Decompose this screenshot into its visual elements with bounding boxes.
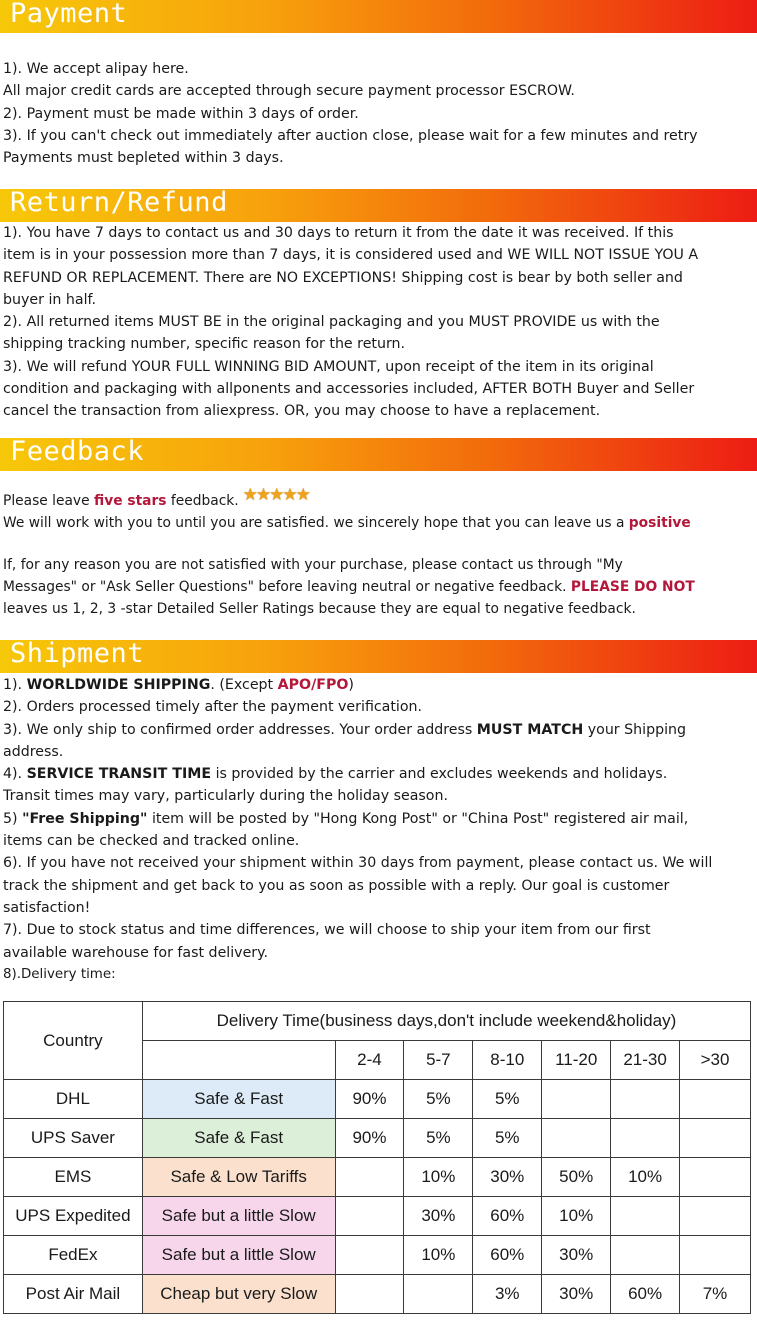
feedback-text: Messages" or "Ask Seller Questions" before leaving neutral or negative feedback. [3, 578, 571, 595]
carrier-cell: FedEx [4, 1236, 143, 1275]
percent-cell [335, 1236, 404, 1275]
shipment-line: track the shipment and get back to you as soon as possible with a reply. Our goal is customer [3, 877, 670, 894]
percent-cell: 7% [680, 1275, 751, 1314]
carrier-cell: UPS Expedited [4, 1197, 143, 1236]
shipment-text: 5) [3, 810, 23, 827]
percent-cell [611, 1197, 680, 1236]
payment-line: All major credit cards are accepted through secure payment processor ESCROW. [3, 83, 575, 100]
percent-cell: 30% [542, 1236, 611, 1275]
carrier-desc-cell: Safe & Low Tariffs [142, 1158, 335, 1197]
carrier-desc-cell: Safe & Fast [142, 1119, 335, 1158]
payment-line: 1). We accept alipay here. [3, 61, 189, 77]
percent-cell: 60% [473, 1197, 542, 1236]
feedback-line: leaves us 1, 2, 3 -star Detailed Seller Ratings because they are equal to negative feedback. [3, 601, 636, 618]
shipment-line: 2). Orders processed timely after the payment verification. [3, 699, 423, 716]
percent-cell: 30% [404, 1197, 473, 1236]
percent-cell: 5% [404, 1119, 473, 1158]
table-header-row [4, 1002, 751, 1041]
shipment-line: items can be checked and tracked online. [3, 833, 300, 850]
return-line: 3). We will refund YOUR FULL WINNING BID AMOUNT, upon receipt of the item in its original [3, 358, 654, 375]
carrier-cell: DHL [4, 1080, 143, 1119]
range-cell: 5-7 [404, 1041, 473, 1080]
return-line: 2). All returned items MUST BE in the original packaging and you MUST PROVIDE us with the [3, 314, 660, 331]
shipment-line [3, 719, 755, 741]
percent-cell: 5% [473, 1080, 542, 1119]
feedback-text: Please leave [3, 493, 94, 509]
please-do-not-text: PLEASE DO NOT [570, 578, 695, 595]
percent-cell: 10% [542, 1197, 611, 1236]
percent-cell [404, 1275, 473, 1314]
worldwide-shipping-text: WORLDWIDE SHIPPING [26, 677, 211, 693]
shipment-line: 6). If you have not received your shipment within 30 days from payment, please contact us. We will [3, 855, 713, 872]
range-cell: >30 [680, 1041, 751, 1080]
carrier-desc-cell: Safe but a little Slow [142, 1236, 335, 1275]
return-title: Return/Refund [10, 187, 228, 218]
table-row [4, 1275, 751, 1314]
apo-fpo-text: APO/FPO [277, 677, 349, 693]
feedback-line: If, for any reason you are not satisfied with your purchase, please contact us through "My [3, 556, 623, 573]
percent-cell [680, 1197, 751, 1236]
carrier-desc-cell: Safe & Fast [142, 1080, 335, 1119]
table-row [4, 1080, 751, 1119]
percent-cell: 50% [542, 1158, 611, 1197]
carrier-desc-cell: Cheap but very Slow [142, 1275, 335, 1314]
percent-cell [335, 1197, 404, 1236]
carrier-cell: UPS Saver [4, 1119, 143, 1158]
shipment-line: 7). Due to stock status and time differences, we will choose to ship your item from our first [3, 922, 651, 939]
feedback-line [3, 576, 755, 598]
percent-cell: 5% [473, 1119, 542, 1158]
star-rating-icon: ★★★★★ [242, 485, 309, 505]
feedback-header [0, 438, 757, 471]
percent-cell [611, 1080, 680, 1119]
percent-cell: 30% [473, 1158, 542, 1197]
feedback-text: We will work with you to until you are satisfied. we sincerely hope that you can leave us a [3, 515, 629, 532]
percent-cell: 90% [335, 1080, 404, 1119]
percent-cell: 10% [404, 1158, 473, 1197]
return-line: 1). You have 7 days to contact us and 30 days to return it from the date it was received. If this [3, 225, 674, 241]
table-row [4, 1158, 751, 1197]
table-row [4, 1197, 751, 1236]
range-cell: 11-20 [542, 1041, 611, 1080]
return-header [0, 189, 757, 222]
return-line: cancel the transaction from aliexpress. OR, you may choose to have a replacement. [3, 403, 601, 420]
shipment-line [3, 808, 755, 830]
shipment-title: Shipment [10, 638, 145, 669]
table-row [4, 1119, 751, 1158]
carrier-cell: EMS [4, 1158, 143, 1197]
delivery-time-table [3, 1001, 751, 1314]
shipment-line: Transit times may vary, particularly during the holiday season. [3, 788, 448, 805]
shipment-text: 3). We only ship to confirmed order addresses. Your order address [3, 721, 477, 738]
payment-title: Payment [10, 0, 128, 29]
carrier-desc-cell: Safe but a little Slow [142, 1197, 335, 1236]
shipment-text: ) [348, 677, 354, 693]
payment-section [3, 58, 755, 169]
shipment-text: your Shipping [583, 721, 687, 738]
must-match-text: MUST MATCH [476, 721, 584, 738]
return-line: shipping tracking number, specific reason for the return. [3, 336, 406, 353]
shipment-line: satisfaction! [3, 899, 91, 916]
payment-line: Payments must bepleted within 3 days. [3, 150, 284, 167]
payment-line: 2). Payment must be made within 3 days of order. [3, 105, 359, 122]
shipment-line: 8).Delivery time: [3, 966, 116, 982]
percent-cell [611, 1119, 680, 1158]
table-row [4, 1236, 751, 1275]
percent-cell: 10% [611, 1158, 680, 1197]
range-cell: 21-30 [611, 1041, 680, 1080]
payment-header [0, 0, 757, 33]
return-line: buyer in half. [3, 291, 97, 308]
shipment-line: available warehouse for fast delivery. [3, 944, 269, 961]
percent-cell: 5% [404, 1080, 473, 1119]
range-cell: 2-4 [335, 1041, 404, 1080]
shipment-text: item will be posted by "Hong Kong Post" or "China Post" registered air mail, [147, 810, 689, 827]
shipment-text: 4). [3, 766, 27, 783]
delivery-time-header: Delivery Time(business days,don't include weekend&holiday) [142, 1002, 750, 1041]
service-transit-time-text: SERVICE TRANSIT TIME [26, 766, 212, 783]
percent-cell: 60% [611, 1275, 680, 1314]
percent-cell: 60% [473, 1236, 542, 1275]
shipment-section [3, 674, 755, 986]
carrier-cell: Post Air Mail [4, 1275, 143, 1314]
shipment-line [3, 763, 755, 785]
percent-cell [335, 1158, 404, 1197]
percent-cell [680, 1119, 751, 1158]
percent-cell [542, 1119, 611, 1158]
feedback-section [3, 485, 755, 620]
percent-cell [680, 1158, 751, 1197]
range-spacer-cell [142, 1041, 335, 1080]
five-stars-text: five stars [93, 493, 167, 509]
shipment-line: address. [3, 743, 64, 760]
shipment-text: . (Except [210, 677, 278, 693]
shipment-line [3, 674, 755, 696]
country-header: Country [4, 1002, 143, 1080]
feedback-line [3, 512, 755, 534]
feedback-text: feedback. [166, 493, 239, 509]
return-line: item is in your possession more than 7 days, it is considered used and WE WILL NOT ISSUE YOU A [3, 247, 699, 264]
free-shipping-text: "Free Shipping" [22, 810, 148, 827]
shipment-header [0, 640, 757, 673]
feedback-title: Feedback [10, 436, 145, 467]
percent-cell [680, 1080, 751, 1119]
percent-cell: 10% [404, 1236, 473, 1275]
percent-cell [680, 1236, 751, 1275]
percent-cell: 30% [542, 1275, 611, 1314]
return-line: REFUND OR REPLACEMENT. There are NO EXCEPTIONS! Shipping cost is bear by both seller and [3, 269, 683, 286]
payment-line: 3). If you can't check out immediately after auction close, please wait for a few minutes and retry [3, 127, 698, 144]
positive-text: positive [628, 515, 691, 532]
feedback-line [3, 485, 755, 512]
percent-cell: 3% [473, 1275, 542, 1314]
shipment-text: 1). [3, 677, 27, 693]
percent-cell [542, 1080, 611, 1119]
range-cell: 8-10 [473, 1041, 542, 1080]
percent-cell [335, 1275, 404, 1314]
shipment-text: is provided by the carrier and excludes weekends and holidays. [211, 766, 668, 783]
return-section [3, 222, 755, 423]
percent-cell: 90% [335, 1119, 404, 1158]
return-line: condition and packaging with allponents and accessories included, AFTER BOTH Buyer and Seller [3, 381, 695, 398]
percent-cell [611, 1236, 680, 1275]
